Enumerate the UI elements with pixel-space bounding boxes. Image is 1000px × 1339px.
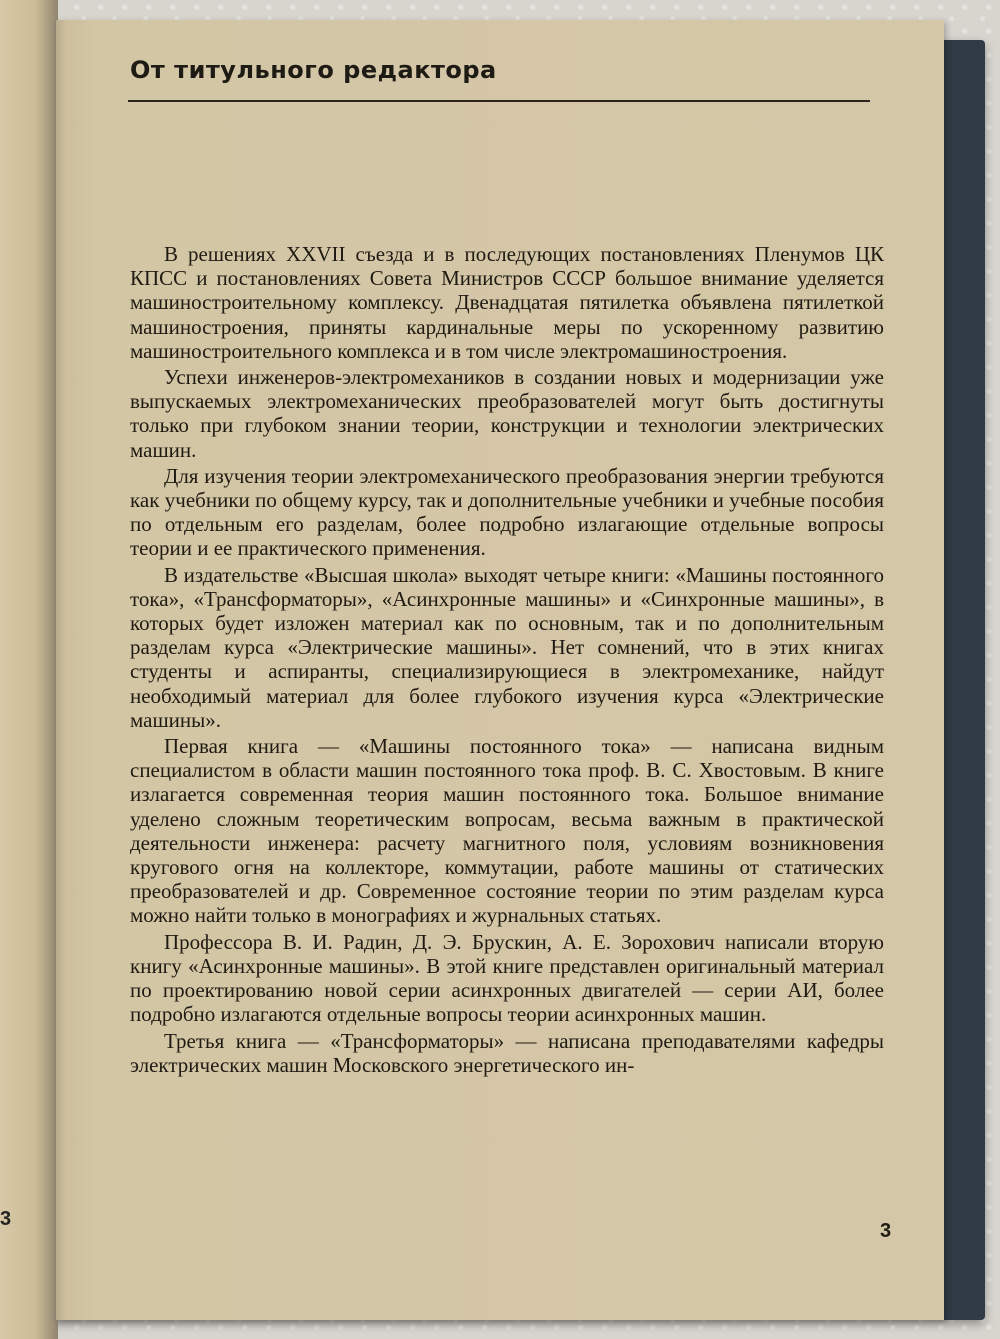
paragraph: В издательстве «Высшая школа» выходят четыре книги: «Машины постоянного тока», «Трансформаторы», «Асинхронные машины» и «Синхронные машины», в которых будет изложен материал как по основным, так и по дополнительным разделам курса «Электрические машины». Нет сомнений, что в этих книгах студенты и аспиранты, специализирующиеся в электромеханике, найдут необходимый материал для более глубокого изучения курса «Электрические машины».: [130, 562, 884, 732]
left-facing-page: [0, 0, 58, 1339]
paragraph: Третья книга — «Трансформаторы» — написана преподавателями кафедры электрических машин Московского энергетического ин-: [130, 1028, 884, 1077]
paragraph: Профессора В. И. Радин, Д. Э. Брускин, А. Е. Зорохович написали вторую книгу «Асинхронные машины». В этой книге представлен оригинальный материал по проектированию новой серии асинхронных двигателей — серии АИ, более подробно излагаются отдельные вопросы теории асинхронных машин.: [130, 929, 884, 1027]
page-header-title: От титульного редактора: [130, 56, 497, 84]
paragraph: Первая книга — «Машины постоянного тока» — написана видным специалистом в области машин постоянного тока проф. В. С. Хвостовым. В книге излагается современная теория машин постоянного тока. Большое внимание уделено сложным теоретическим вопросам, весьма важным в практической деятельности инженера: расчету магнитного поля, условиям возникновения кругового огня на коллекторе, коммутации, работе машины от статических преобразователей и др. Современное состояние теории по этим разделам курса можно найти только в монографиях и журнальных статьях.: [130, 734, 884, 928]
book-page: [56, 20, 944, 1320]
header-divider: [128, 100, 870, 102]
paragraph: В решениях XXVII съезда и в последующих постановлениях Пленумов ЦК КПСС и постановлениях Совета Министров СССР большое внимание уделяется машиностроительному комплексу. Двенадцатая пятилетка объявлена пятилеткой машиностроения, приняты кардинальные меры по ускоренному развитию машиностроительного комплекса и в том числе электромашиностроения.: [130, 242, 884, 363]
paragraph: Для изучения теории электромеханического преобразования энергии требуются как учебники по общему курсу, так и дополнительные учебники и учебные пособия по отдельным его разделам, более подробно излагающие отдельные вопросы теории и ее практического применения.: [130, 463, 884, 561]
left-page-number: 3: [0, 1208, 12, 1230]
page-body: [130, 242, 884, 1079]
paragraph: Успехи инженеров-электромехаников в создании новых и модернизации уже выпускаемых электромеханических преобразователей могут быть достигнуты только при глубоком знании теории, конструкции и технологии электрических машин.: [130, 365, 884, 462]
page-number: 3: [880, 1220, 892, 1242]
